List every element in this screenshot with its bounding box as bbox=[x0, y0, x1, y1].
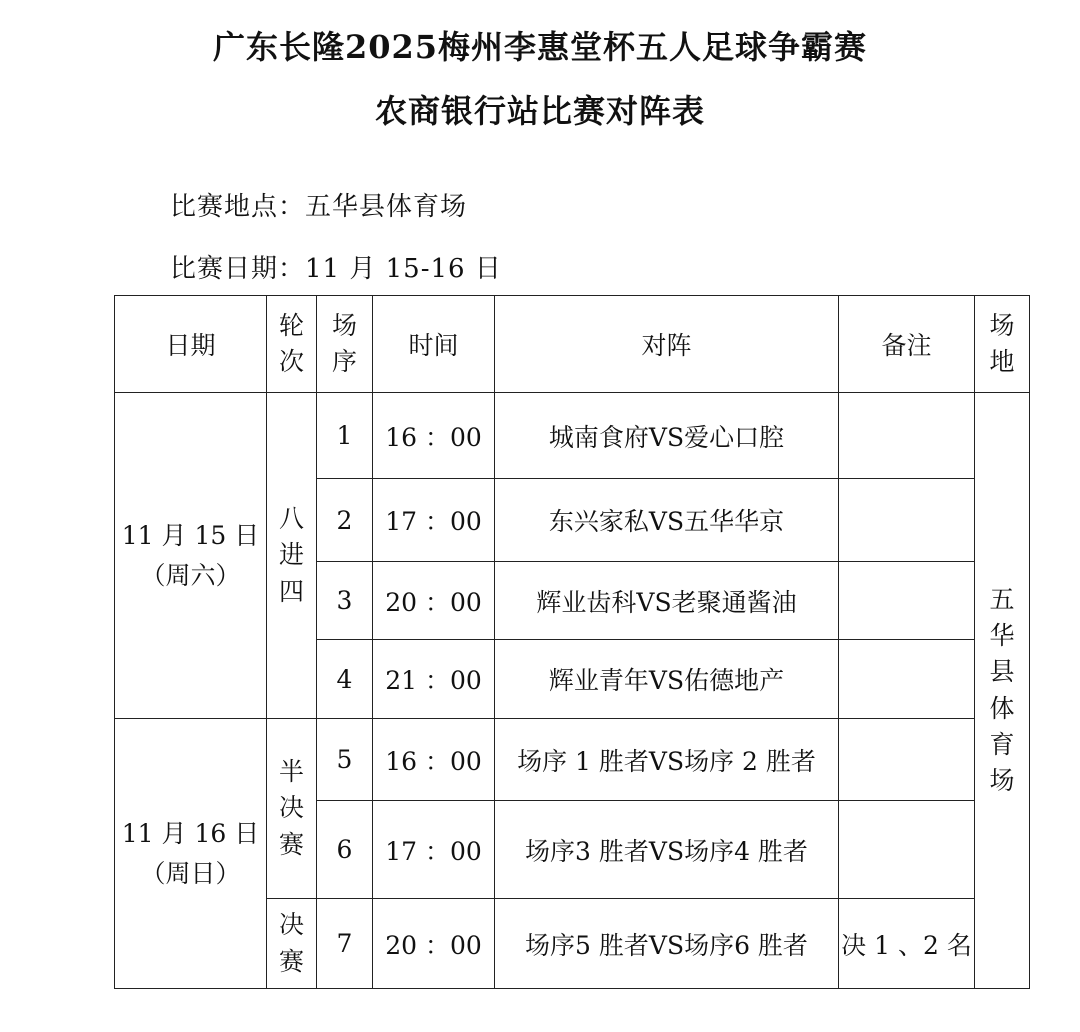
schedule-table bbox=[114, 295, 1030, 989]
quarter-round-cell bbox=[267, 393, 317, 719]
header-date: 日期 bbox=[115, 296, 267, 393]
match-matchup: 场序5 胜者VS场序6 胜者 bbox=[495, 899, 839, 989]
match-time: 21 ：00 bbox=[373, 640, 495, 719]
table-header-row bbox=[115, 296, 1030, 393]
match-no: 4 bbox=[317, 640, 373, 719]
match-time: 16 ：00 bbox=[373, 393, 495, 479]
round-final: 决赛 bbox=[278, 910, 304, 976]
round-semi: 半决赛 bbox=[278, 757, 304, 859]
match-time: 20 ：00 bbox=[373, 562, 495, 640]
match-time: 16 ：00 bbox=[373, 719, 495, 801]
match-matchup: 场序 1 胜者VS场序 2 胜者 bbox=[495, 719, 839, 801]
header-match-no-cell bbox=[317, 296, 373, 393]
title-line-1: 广东长隆2025梅州李惠堂杯五人足球争霸赛 bbox=[212, 28, 868, 66]
match-matchup: 辉业青年VS佑德地产 bbox=[495, 640, 839, 719]
day2-date-cell bbox=[115, 719, 267, 989]
table-row bbox=[115, 719, 1030, 801]
match-remark: 决 1 、2 名 bbox=[839, 899, 975, 989]
final-round-cell bbox=[267, 899, 317, 989]
title-line-2: 农商银行站比赛对阵表 bbox=[374, 92, 705, 130]
match-time: 20 ：00 bbox=[373, 899, 495, 989]
day1-date: 11 月 15 日 bbox=[121, 520, 260, 550]
match-no: 7 bbox=[317, 899, 373, 989]
day2-weekday: （周日） bbox=[140, 858, 241, 888]
day2-date: 11 月 16 日 bbox=[121, 818, 260, 848]
match-matchup: 城南食府VS爱心口腔 bbox=[495, 393, 839, 479]
header-venue: 场地 bbox=[989, 310, 1015, 376]
match-remark bbox=[839, 801, 975, 899]
venue-name: 五华县体育场 bbox=[989, 584, 1015, 795]
round-quarter: 八进四 bbox=[278, 504, 304, 606]
header-matchup: 对阵 bbox=[495, 296, 839, 393]
match-matchup: 场序3 胜者VS场序4 胜者 bbox=[495, 801, 839, 899]
venue-cell bbox=[975, 393, 1030, 989]
header-remarks: 备注 bbox=[839, 296, 975, 393]
match-no: 2 bbox=[317, 479, 373, 562]
semi-round-cell bbox=[267, 719, 317, 899]
header-match-no: 场序 bbox=[331, 310, 357, 376]
match-no: 1 bbox=[317, 393, 373, 479]
match-no: 6 bbox=[317, 801, 373, 899]
header-round-cell bbox=[267, 296, 317, 393]
match-no: 3 bbox=[317, 562, 373, 640]
match-remark bbox=[839, 640, 975, 719]
match-remark bbox=[839, 393, 975, 479]
day1-date-cell bbox=[115, 393, 267, 719]
match-matchup: 辉业齿科VS老聚通酱油 bbox=[495, 562, 839, 640]
match-remark bbox=[839, 719, 975, 801]
match-remark bbox=[839, 479, 975, 562]
day1-weekday: （周六） bbox=[140, 560, 241, 590]
match-time: 17 ：00 bbox=[373, 479, 495, 562]
match-no: 5 bbox=[317, 719, 373, 801]
match-matchup: 东兴家私VS五华华京 bbox=[495, 479, 839, 562]
date-line: 比赛日期：11 月 15-16 日 bbox=[170, 254, 502, 284]
match-time: 17 ：00 bbox=[373, 801, 495, 899]
venue-line: 比赛地点：五华县体育场 bbox=[170, 192, 468, 222]
header-time: 时间 bbox=[373, 296, 495, 393]
header-venue-cell bbox=[975, 296, 1030, 393]
table-row bbox=[115, 393, 1030, 479]
header-round: 轮次 bbox=[278, 310, 304, 376]
match-remark bbox=[839, 562, 975, 640]
